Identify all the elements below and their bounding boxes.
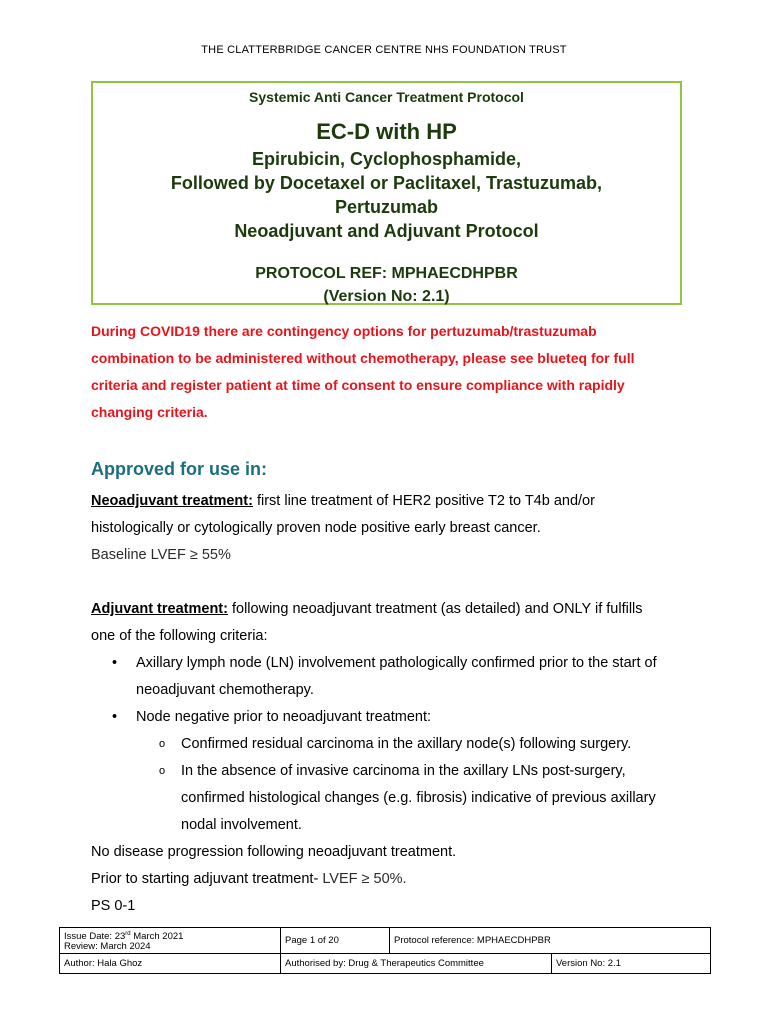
adjuvant-conditions	[91, 839, 711, 920]
drugs-line-3: Pertuzumab	[334, 197, 439, 217]
sub-2-line-3: nodal involvement.	[181, 817, 302, 833]
title-box	[91, 81, 682, 305]
covid-notice	[91, 318, 691, 426]
bullet-1-line-2: neoadjuvant chemotherapy.	[136, 682, 314, 698]
protocol-type: Systemic Anti Cancer Treatment Protocol	[249, 89, 524, 105]
bullet-item-2: Node negative prior to neoadjuvant treatment:	[136, 709, 432, 725]
prior-lvef-prefix: Prior to starting adjuvant treatment-	[91, 871, 323, 887]
issue-date-sup: rd	[125, 931, 131, 937]
sub-bullet-icon: o	[159, 765, 166, 777]
neoadjuvant-text-1: first line treatment of HER2 positive T2 to T4b and/or	[252, 493, 595, 509]
covid-line-1: During COVID19 there are contingency options for pertuzumab/trastuzumab	[91, 323, 597, 339]
neoadjuvant-section	[91, 488, 711, 569]
review-date: Review: March 2024	[64, 941, 151, 953]
prior-lvef-value: LVEF ≥ 50%.	[322, 871, 407, 887]
covid-line-4: changing criteria.	[91, 404, 208, 420]
neoadjuvant-lvef: Baseline LVEF ≥ 55%	[91, 547, 231, 563]
page-number: Page 1 of 20	[281, 928, 390, 954]
performance-status: PS 0-1	[91, 898, 136, 914]
sub-item-2	[181, 758, 721, 839]
covid-line-3: criteria and register patient at time of consent to ensure compliance with rapidly	[91, 377, 625, 393]
setting-line: Neoadjuvant and Adjuvant Protocol	[234, 221, 539, 241]
authorised-by: Authorised by: Drug & Therapeutics Committee	[281, 954, 552, 974]
adjuvant-label: Adjuvant treatment:	[91, 601, 228, 617]
author: Author: Hala Ghoz	[60, 954, 281, 974]
adjuvant-text-1: following neoadjuvant treatment (as detailed) and ONLY if fulfills	[227, 601, 643, 617]
issue-date-suffix: March 2021	[130, 931, 184, 943]
bullet-icon: •	[112, 655, 118, 671]
protocol-reference: Protocol reference: MPHAECDHPBR	[390, 928, 711, 954]
bullet-icon: •	[112, 709, 118, 725]
drugs-line-2: Followed by Docetaxel or Paclitaxel, Trastuzumab,	[170, 173, 603, 193]
neoadjuvant-label: Neoadjuvant treatment:	[91, 493, 253, 509]
approved-heading: Approved for use in:	[91, 459, 268, 479]
protocol-ref: PROTOCOL REF: MPHAECDHPBR	[255, 265, 518, 282]
sub-item-1: Confirmed residual carcinoma in the axillary node(s) following surgery.	[181, 736, 632, 752]
trust-header: THE CLATTERBRIDGE CANCER CENTRE NHS FOUNDATION TRUST	[201, 44, 567, 56]
adjuvant-text-2: one of the following criteria:	[91, 628, 268, 644]
adjuvant-section	[91, 596, 711, 650]
issue-review-cell	[60, 928, 281, 954]
issue-date-prefix: Issue Date: 23	[64, 931, 126, 943]
regimen-title: EC-D with HP	[316, 119, 457, 144]
drugs-line-1: Epirubicin, Cyclophosphamide,	[251, 149, 522, 169]
covid-line-2: combination to be administered without chemotherapy, please see blueteq for full	[91, 350, 635, 366]
bullet-item-1	[136, 650, 716, 704]
footer-table	[59, 927, 711, 974]
sub-2-line-2: confirmed histological changes (e.g. fibrosis) indicative of previous axillary	[181, 790, 656, 806]
sub-bullet-icon: o	[159, 738, 166, 750]
no-progression: No disease progression following neoadjuvant treatment.	[91, 844, 457, 860]
bullet-1-line-1: Axillary lymph node (LN) involvement pathologically confirmed prior to the start of	[136, 655, 657, 671]
version-line: (Version No: 2.1)	[323, 288, 450, 305]
neoadjuvant-text-2: histologically or cytologically proven node positive early breast cancer.	[91, 520, 541, 536]
sub-2-line-1: In the absence of invasive carcinoma in the axillary LNs post-surgery,	[181, 763, 626, 779]
footer-version: Version No: 2.1	[552, 954, 711, 974]
